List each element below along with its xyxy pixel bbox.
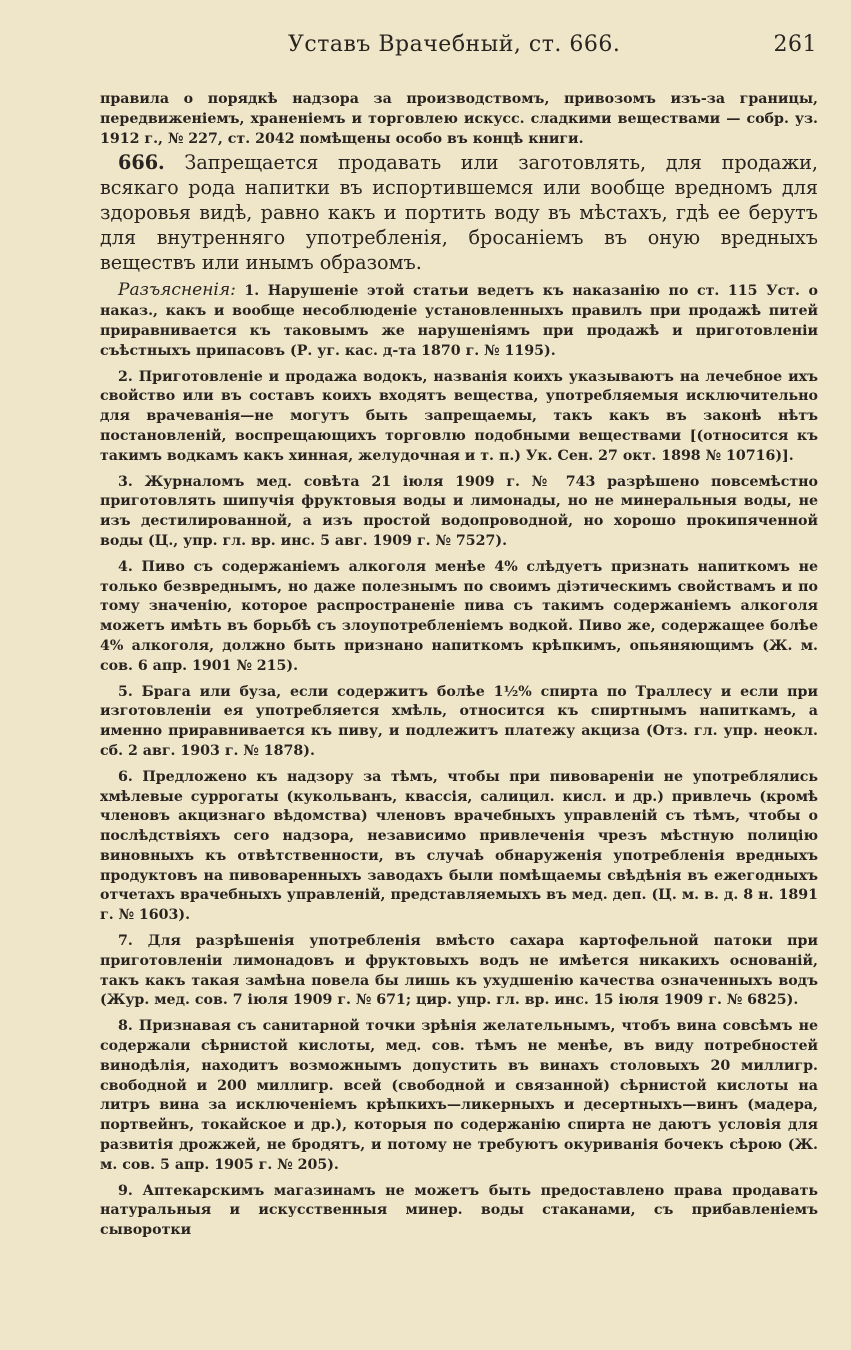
intro-paragraph: правила о порядкѣ надзора за производствомъ, привозомъ изъ-за границы, передвиженіемъ, храненіемъ и торговлею искусс. сладкими веществами — собр. уз. 1912 г., № 227, ст. 2042 помѣщены особо въ концѣ книги. — [100, 91, 818, 147]
running-title: Уставъ Врачебный, ст. 666. — [288, 32, 621, 57]
explanation-1-text: 1. Нарушеніе этой статьи ведетъ къ наказанію по ст. 115 Уст. о наказ., какъ и вообще несоблюденіе установленныхъ правилъ при продажѣ питей приравнивается къ таковымъ же нарушеніямъ при продажѣ и приготовленіи съѣстныхъ припасовъ (Р. уг. кас. д-та 1870 г. № 1195). — [100, 283, 818, 359]
explanation-6: 6. Предложено къ надзору за тѣмъ, чтобы при пивовареніи не употреблялись хмѣлевые суррогаты (кукольванъ, квассія, салицил. кисл. и др.) привлечь (кромѣ членовъ акцизнаго вѣдомства) членовъ врачебныхъ управленій съ тѣмъ, чтобы о послѣдствіяхъ сего надзора, независимо привлеченія чрезъ мѣстную полицію виновныхъ къ отвѣтственности, въ случаѣ обнаруженія употребленія вредныхъ продуктовъ на пивоваренныхъ заводахъ были помѣщаемы свѣдѣнія въ ежегодныхъ отчетахъ врачебныхъ управленій, представляемыхъ въ мед. деп. (Ц. м. в. д. 8 н. 1891 г. № 1603). — [100, 768, 818, 924]
explanation-8: 8. Признавая съ санитарной точки зрѣнія желательнымъ, чтобъ вина совсѣмъ не содержали сѣрнистой кислоты, мед. сов. тѣмъ не менѣе, въ виду потребностей винодѣлія, находитъ возможнымъ допустить въ винахъ столовыхъ 20 миллигр. свободной и 200 миллигр. всей (свободной и связанной) сѣрнистой кислоты на литръ вина за исключеніемъ крѣпкихъ—ликерныхъ и десертныхъ—винъ (мадера, портвейнъ, токайское и др.), которыя по содержанію спирта не даютъ условія для развитія дрожжей, не бродятъ, и потому не требуютъ окуриванія бочекъ сѣрою (Ж. м. сов. 5 апр. 1905 г. № 205). — [100, 1018, 818, 1173]
explanation-7: 7. Для разрѣшенія употребленія вмѣсто сахара картофельной патоки при приготовленіи лимонадовъ и фруктовыхъ водъ не имѣется никакихъ основаній, такъ какъ такая замѣна повела бы лишь къ ухудшенію качества означенныхъ водъ (Жур. мед. сов. 7 іюля 1909 г. № 671; цир. упр. гл. вр. инс. 15 іюля 1909 г. № 6825). — [100, 933, 818, 1009]
article-text: Запрещается продавать или заготовлять, для продажи, всякаго рода напитки въ испортившемся или вообще вредномъ для здоровья видѣ, равно какъ и портить воду въ мѣстахъ, гдѣ ее берутъ для внутренняго употребленія, бросаніемъ въ оную вредныхъ веществъ или инымъ образомъ. — [100, 151, 818, 274]
explanation-4: 4. Пиво съ содержаніемъ алкоголя менѣе 4% слѣдуетъ признать напиткомъ не только безвреднымъ, но даже полезнымъ по своимъ діэтическимъ свойствамъ и по тому значенію, которое распространеніе пива съ такимъ содержаніемъ алкоголя можетъ имѣть въ борьбѣ съ злоупотребленіемъ водкой. Пиво же, содержащее болѣе 4% алкоголя, должно быть признано напиткомъ крѣпкимъ, опьяняющимъ (Ж. м. сов. 6 апр. 1901 № 215). — [100, 558, 818, 674]
explanation-2: 2. Приготовленіе и продажа водокъ, названія коихъ указываютъ на лечебное ихъ свойство или въ составъ коихъ входятъ вещества, употребляемыя исключительно для врачеванія—не могутъ быть запрещаемы, такъ какъ въ законѣ нѣтъ постановленій, воспрещающихъ торговлю подобными веществами [(относится къ такимъ водкамъ какъ хинная, желудочная и т. п.) Ук. Сен. 27 окт. 1898 № 10716)]. — [100, 368, 818, 464]
explanation-5: 5. Брага или буза, если содержитъ болѣе 1½% спирта по Траллесу и если при изготовленіи ея употребляется хмѣль, относится къ спиртнымъ напиткамъ, а именно приравнивается къ пиву, и подлежитъ платежу акциза (Отз. гл. упр. неокл. сб. 2 авг. 1903 г. № 1878). — [100, 683, 818, 759]
explanation-9: 9. Аптекарскимъ магазинамъ не можетъ быть предоставлено права продавать натуральныя и искусственныя минер. воды стаканами, съ прибавленіемъ сыворотки — [100, 1182, 818, 1239]
explanation-1 — [100, 281, 818, 361]
page-header — [100, 32, 817, 62]
article-666 — [100, 151, 818, 275]
page-number: 261 — [773, 32, 817, 57]
article-number: 666. — [118, 151, 165, 175]
explanations-label: Разъясненія: — [118, 280, 236, 301]
explanation-3: 3. Журналомъ мед. совѣта 21 іюля 1909 г. № 743 разрѣшено повсемѣстно приготовлять шипучія фруктовыя воды и лимонады, но не минеральныя воды, не изъ дестилированной, а изъ простой водопроводной, но хорошо прокипяченной воды (Ц., упр. гл. вр. инс. 5 авг. 1909 г. № 7527). — [100, 473, 818, 549]
page-body — [100, 90, 818, 1241]
